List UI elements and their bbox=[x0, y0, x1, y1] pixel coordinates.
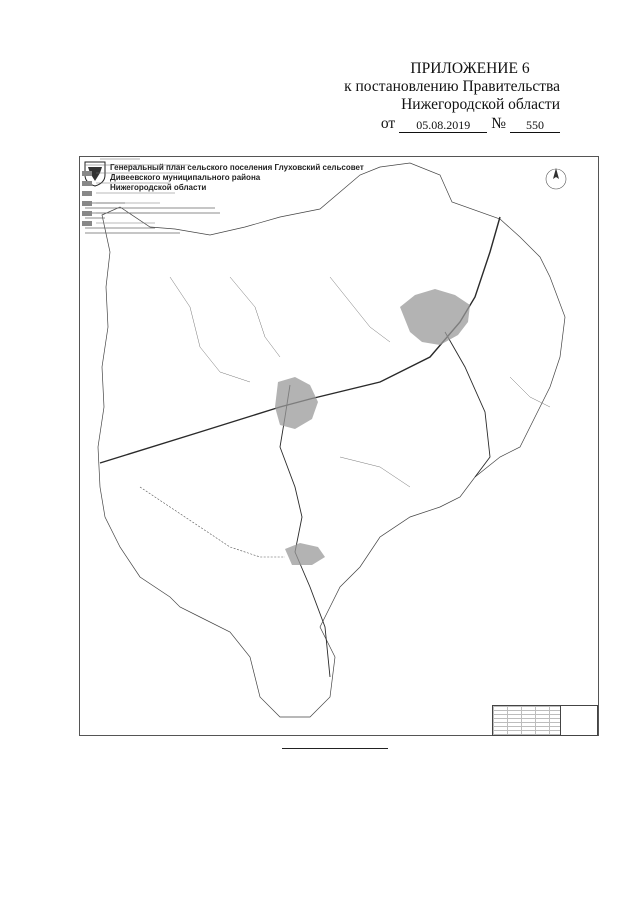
settlement-center bbox=[275, 377, 318, 429]
date-prefix: от bbox=[380, 115, 396, 132]
number-field: 550 bbox=[510, 118, 560, 133]
map-title-line3: Нижегородской области bbox=[110, 183, 207, 192]
bottom-rule bbox=[282, 748, 388, 749]
date-field: 05.08.2019 bbox=[399, 118, 487, 133]
region-line: Нижегородской области bbox=[401, 96, 560, 113]
document-header bbox=[320, 60, 560, 133]
appendix-title: ПРИЛОЖЕНИЕ 6 bbox=[410, 60, 530, 77]
road-east bbox=[445, 332, 490, 477]
resolution-line: к постановлению Правительства bbox=[344, 78, 560, 95]
settlement-south bbox=[285, 543, 325, 565]
title-block-stamp bbox=[492, 705, 598, 736]
settlement-north bbox=[400, 289, 470, 345]
north-arrow-icon bbox=[542, 165, 570, 193]
map-legend bbox=[80, 157, 200, 257]
number-sign: № bbox=[491, 115, 506, 132]
map-title-line2: Дивеевского муниципального района bbox=[110, 173, 261, 182]
master-plan-map bbox=[79, 156, 599, 736]
map-title-line1: Генеральный план сельского поселения Глуховский сельсовет bbox=[110, 163, 364, 172]
road-north-south bbox=[280, 385, 330, 677]
date-number-row bbox=[320, 115, 560, 133]
road-southwest bbox=[140, 487, 285, 557]
